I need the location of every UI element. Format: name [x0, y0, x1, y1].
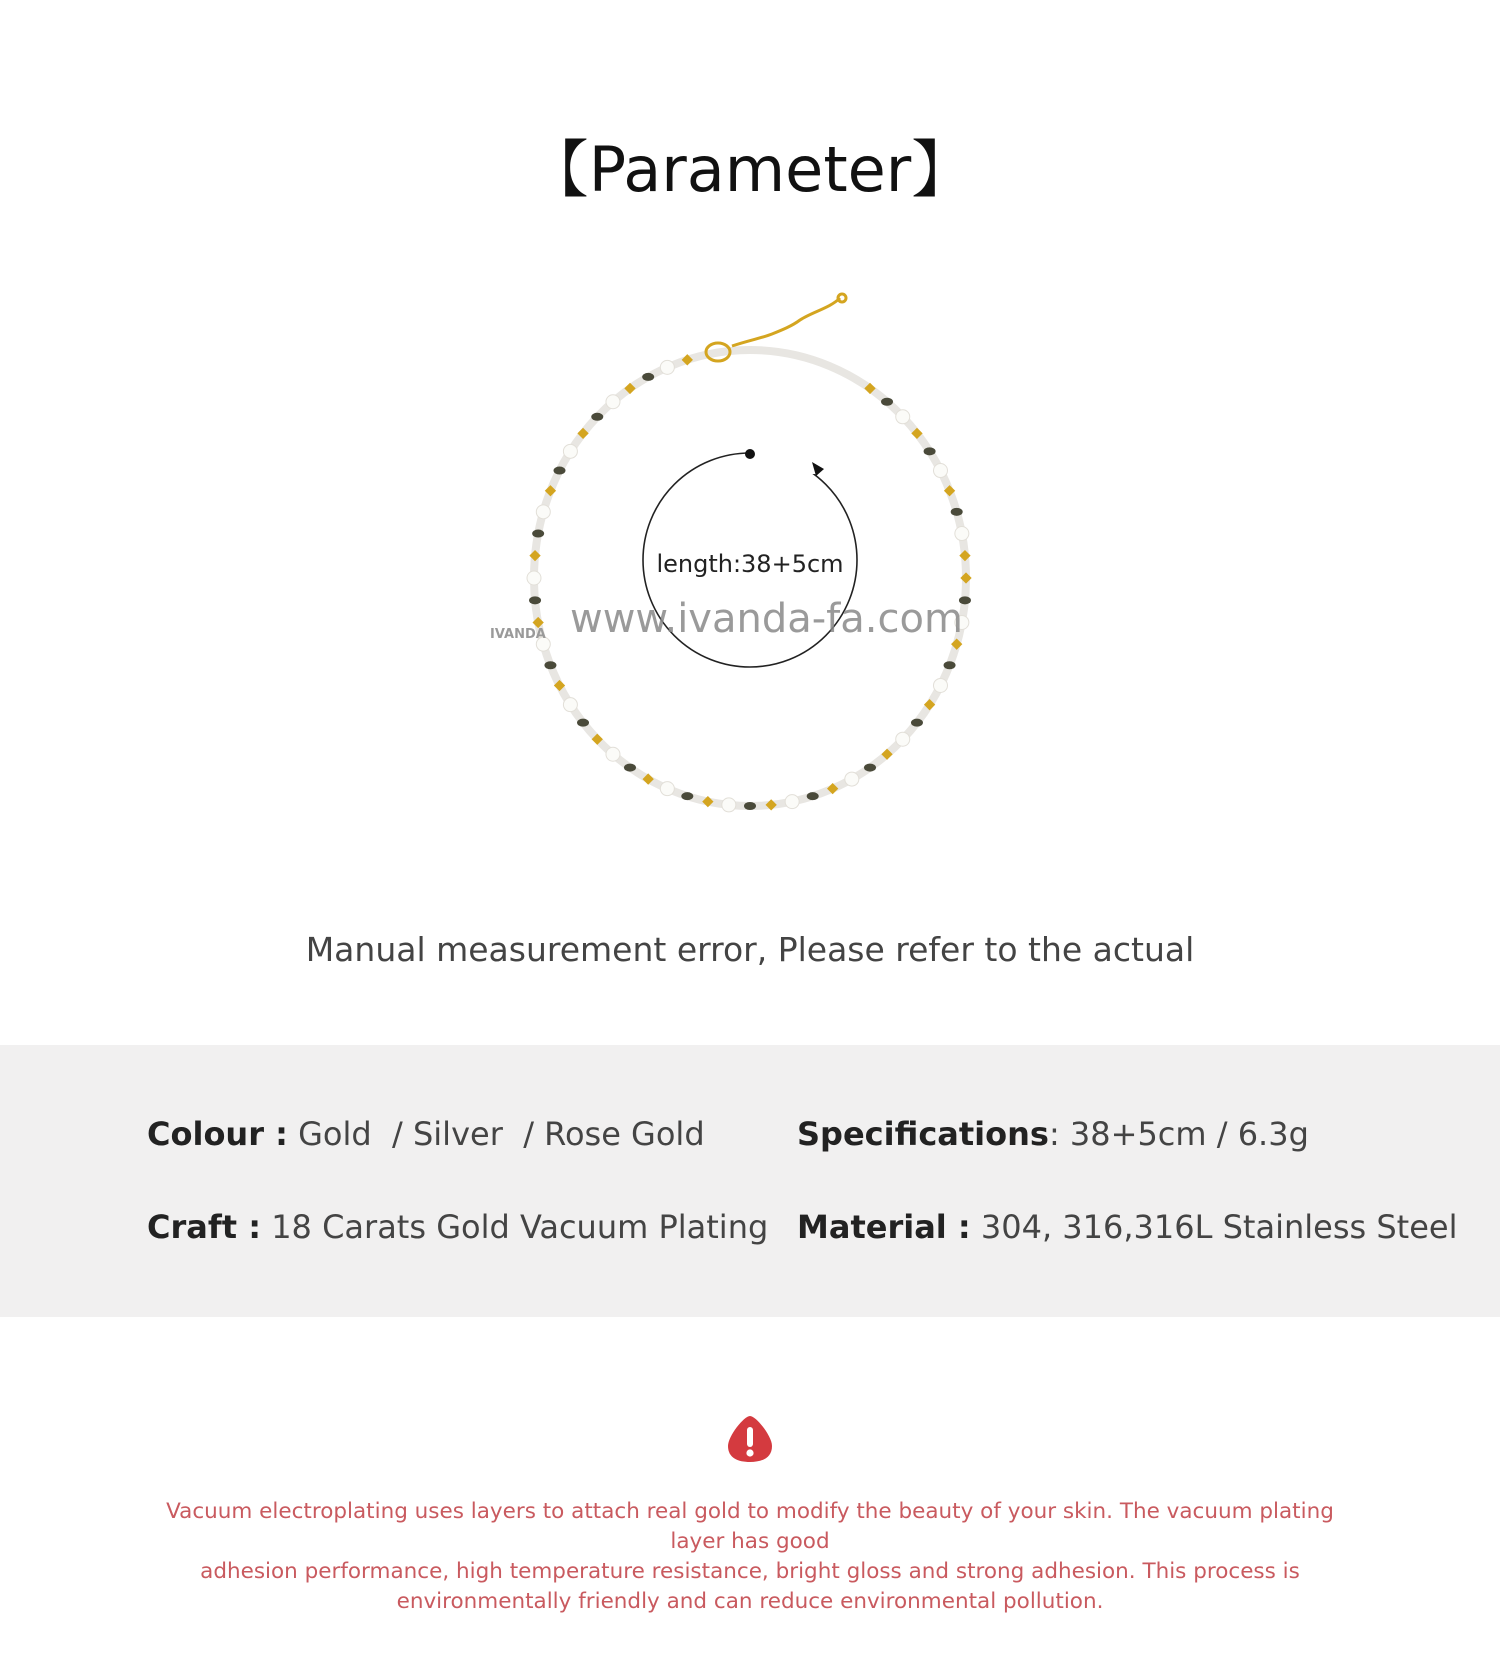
bead: [896, 732, 910, 746]
bead: [577, 719, 589, 727]
length-label: length:38+5cm: [656, 550, 844, 578]
bead: [563, 698, 577, 712]
spec-craft-label: Craft :: [147, 1208, 262, 1246]
bead: [606, 395, 620, 409]
bead: [624, 764, 636, 772]
watermark-url: www.ivanda-fa.com: [570, 596, 963, 642]
bead: [744, 802, 756, 810]
bead: [955, 527, 969, 541]
bead: [660, 360, 674, 374]
spec-band: [0, 1045, 1500, 1317]
bead: [944, 661, 956, 669]
bead: [591, 413, 603, 421]
spec-material-value: 304, 316,316L Stainless Steel: [980, 1208, 1458, 1246]
measurement-note: Manual measurement error, Please refer to the actual: [305, 930, 1195, 969]
exclamation-icon: [726, 1414, 774, 1464]
bead: [785, 795, 799, 809]
spec-craft-value: 18 Carats Gold Vacuum Plating: [271, 1208, 769, 1246]
bead: [529, 596, 541, 604]
spec-craft: [147, 1204, 768, 1250]
spec-material: [797, 1204, 1457, 1250]
bead: [660, 782, 674, 796]
bead: [681, 792, 693, 800]
bead: [532, 530, 544, 538]
measure-start-dot: [745, 449, 755, 459]
bead: [807, 792, 819, 800]
bead: [896, 410, 910, 424]
bead: [911, 719, 923, 727]
bead: [554, 467, 566, 475]
spec-material-label: Material :: [797, 1208, 971, 1246]
bead: [881, 398, 893, 406]
plating-description: [150, 1497, 1350, 1617]
spec-specifications-label: Specifications: [797, 1115, 1049, 1153]
spec-colour-label: Colour :: [147, 1115, 288, 1153]
spec-colour-value: Gold / Silver / Rose Gold: [298, 1115, 705, 1153]
spec-specifications: [797, 1111, 1309, 1157]
bead: [544, 661, 556, 669]
watermark-brand: IVANDA: [490, 627, 546, 642]
description-line: Vacuum electroplating uses layers to attach real gold to modify the beauty of your skin. The vacuum plating layer has good: [166, 1499, 1334, 1554]
spec-colour: [147, 1111, 705, 1157]
description-line: environmentally friendly and can reduce environmental pollution.: [396, 1589, 1104, 1614]
bead: [845, 772, 859, 786]
bead: [933, 678, 947, 692]
spec-specifications-value: : 38+5cm / 6.3g: [1048, 1115, 1309, 1153]
bead: [536, 505, 550, 519]
bead: [864, 764, 876, 772]
bead: [642, 373, 654, 381]
bead: [606, 747, 620, 761]
bead: [563, 444, 577, 458]
bead: [527, 571, 541, 585]
bead: [933, 464, 947, 478]
product-image: [490, 290, 980, 850]
page-title: 【Parameter】: [526, 133, 974, 206]
bead: [924, 447, 936, 455]
bead: [722, 798, 736, 812]
description-line: adhesion performance, high temperature resistance, bright gloss and strong adhesion. This process is: [200, 1559, 1300, 1584]
bead: [951, 508, 963, 516]
